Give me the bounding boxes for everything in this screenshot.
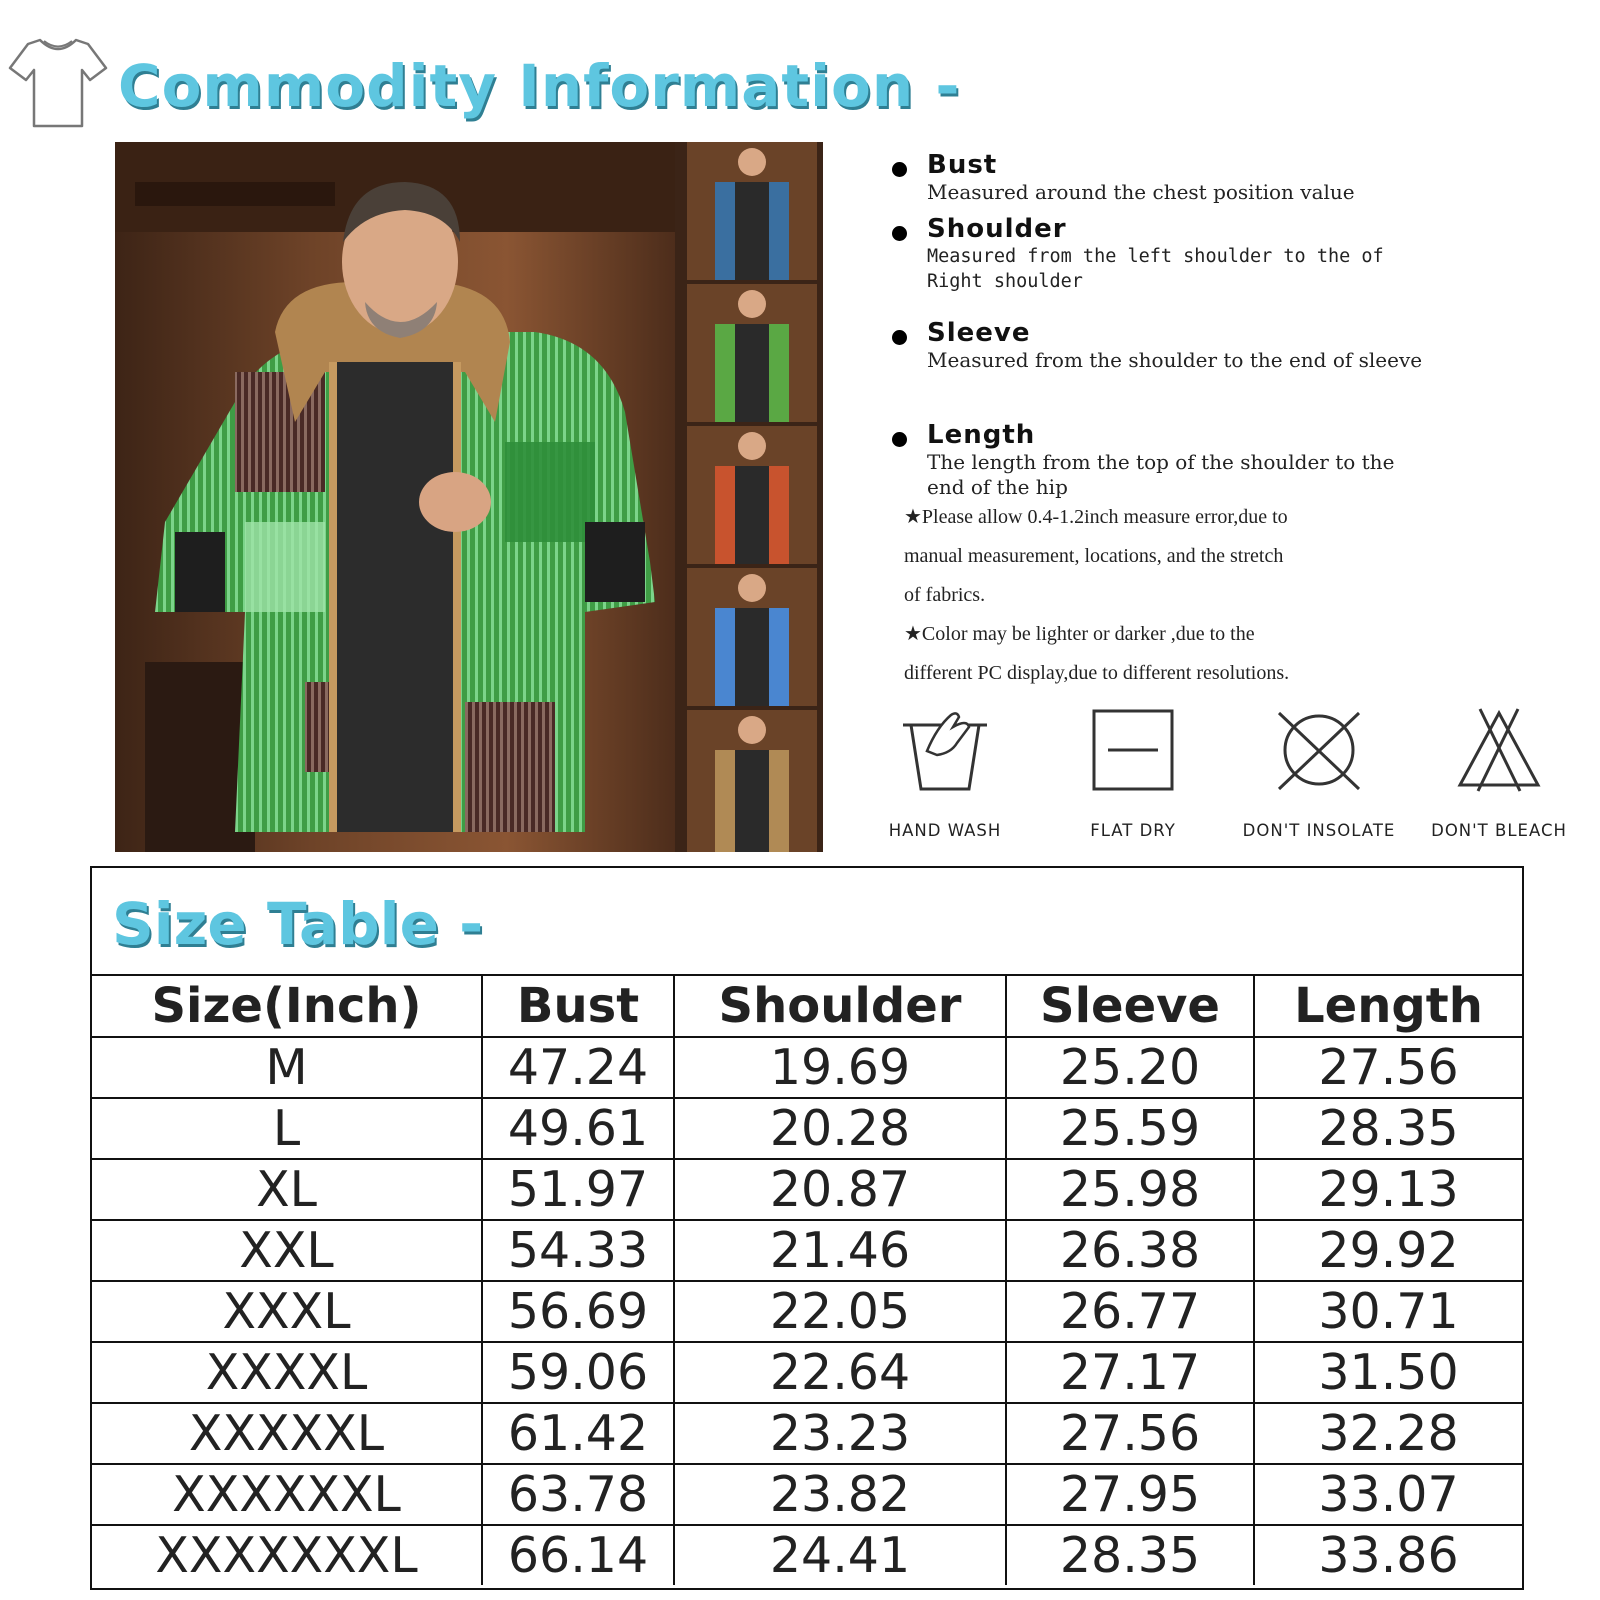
care-dont-bleach: [1404, 705, 1594, 840]
measurement-cell: 27.56: [1254, 1037, 1522, 1098]
size-cell: XXXXXXL: [92, 1464, 482, 1525]
measurement-cell: 25.20: [1006, 1037, 1254, 1098]
size-cell: XXL: [92, 1220, 482, 1281]
measurement-cell: 49.61: [482, 1098, 674, 1159]
flat-dry-icon: [1088, 705, 1178, 795]
measurement-cell: 19.69: [674, 1037, 1006, 1098]
measurement-cell: 32.28: [1254, 1403, 1522, 1464]
bullet-icon: [892, 432, 907, 447]
measurement-cell: 30.71: [1254, 1281, 1522, 1342]
measurement-cell: 20.87: [674, 1159, 1006, 1220]
table-row: [92, 1525, 1522, 1585]
table-row: [92, 1281, 1522, 1342]
measure-desc: The length from the top of the shoulder to the end of the hip: [927, 450, 1395, 499]
tshirt-icon: [6, 28, 110, 132]
bullet-icon: [892, 162, 907, 177]
size-cell: XXXXXXXL: [92, 1525, 482, 1585]
bullet-icon: [892, 226, 907, 241]
note-line: ★Color may be lighter or darker ,due to the: [904, 623, 1255, 645]
table-row: [92, 1159, 1522, 1220]
measurement-cell: 23.23: [674, 1403, 1006, 1464]
measurement-cell: 22.05: [674, 1281, 1006, 1342]
measurement-cell: 20.28: [674, 1098, 1006, 1159]
page-title: Commodity Information -: [118, 52, 961, 120]
size-cell: M: [92, 1037, 482, 1098]
measurement-cell: 31.50: [1254, 1342, 1522, 1403]
note-line: of fabrics.: [904, 584, 986, 606]
dont-insolate-icon: [1271, 705, 1367, 795]
disclaimer-notes: [904, 498, 1464, 693]
measure-desc: Measured from the shoulder to the end of sleeve: [927, 348, 1423, 372]
care-dont-insolate: [1224, 705, 1414, 840]
size-table: [92, 974, 1522, 1585]
measure-desc: Measured from the left shoulder to the of Right shoulder: [927, 246, 1384, 292]
care-label: FLAT DRY: [1090, 821, 1176, 840]
table-row: [92, 1098, 1522, 1159]
size-table-section: [90, 866, 1524, 1590]
measurement-cell: 59.06: [482, 1342, 674, 1403]
measurement-cell: 24.41: [674, 1525, 1006, 1585]
measurement-cell: 27.17: [1006, 1342, 1254, 1403]
table-row: [92, 1342, 1522, 1403]
measurement-cell: 54.33: [482, 1220, 674, 1281]
care-label: DON'T BLEACH: [1431, 821, 1567, 840]
table-header-row: [92, 975, 1522, 1037]
care-label: HAND WASH: [888, 821, 1002, 840]
measurement-cell: 22.64: [674, 1342, 1006, 1403]
measurement-cell: 25.59: [1006, 1098, 1254, 1159]
measurement-cell: 23.82: [674, 1464, 1006, 1525]
hand-wash-icon: [897, 705, 993, 795]
note-line: different PC display,due to different resolutions.: [904, 662, 1290, 684]
table-row: [92, 1464, 1522, 1525]
measure-desc: Measured around the chest position value: [927, 180, 1355, 204]
care-hand-wash: [850, 705, 1040, 840]
size-cell: XXXXXL: [92, 1403, 482, 1464]
measurement-cell: 66.14: [482, 1525, 674, 1585]
measurement-cell: 33.07: [1254, 1464, 1522, 1525]
column-header: Bust: [482, 975, 674, 1037]
measurement-cell: 28.35: [1254, 1098, 1522, 1159]
measure-title: Sleeve: [927, 318, 1031, 348]
measurement-cell: 29.92: [1254, 1220, 1522, 1281]
measurement-cell: 21.46: [674, 1220, 1006, 1281]
dont-bleach-icon: [1454, 705, 1544, 795]
measurement-cell: 26.38: [1006, 1220, 1254, 1281]
size-cell: XXXL: [92, 1281, 482, 1342]
size-cell: XL: [92, 1159, 482, 1220]
measurement-cell: 61.42: [482, 1403, 674, 1464]
bullet-icon: [892, 330, 907, 345]
column-header: Size(Inch): [92, 975, 482, 1037]
column-header: Sleeve: [1006, 975, 1254, 1037]
measurement-cell: 63.78: [482, 1464, 674, 1525]
size-table-title: Size Table -: [112, 890, 484, 958]
table-row: [92, 1037, 1522, 1098]
measurement-cell: 27.95: [1006, 1464, 1254, 1525]
measurement-cell: 25.98: [1006, 1159, 1254, 1220]
note-line: ★Please allow 0.4-1.2inch measure error,due to: [904, 506, 1288, 528]
care-flat-dry: [1038, 705, 1228, 840]
table-row: [92, 1220, 1522, 1281]
measurement-cell: 56.69: [482, 1281, 674, 1342]
size-table-body: [92, 1037, 1522, 1585]
measure-title: Length: [927, 420, 1036, 450]
measure-title: Shoulder: [927, 214, 1067, 244]
measurement-cell: 28.35: [1006, 1525, 1254, 1585]
measurement-cell: 51.97: [482, 1159, 674, 1220]
note-line: manual measurement, locations, and the stretch: [904, 545, 1284, 567]
measurement-cell: 27.56: [1006, 1403, 1254, 1464]
size-cell: L: [92, 1098, 482, 1159]
care-label: DON'T INSOLATE: [1242, 821, 1396, 840]
product-photo: [115, 142, 823, 852]
measurement-cell: 47.24: [482, 1037, 674, 1098]
column-header: Shoulder: [674, 975, 1006, 1037]
measurement-cell: 29.13: [1254, 1159, 1522, 1220]
measure-title: Bust: [927, 150, 998, 180]
measurement-cell: 33.86: [1254, 1525, 1522, 1585]
size-cell: XXXXL: [92, 1342, 482, 1403]
column-header: Length: [1254, 975, 1522, 1037]
measurement-cell: 26.77: [1006, 1281, 1254, 1342]
table-row: [92, 1403, 1522, 1464]
